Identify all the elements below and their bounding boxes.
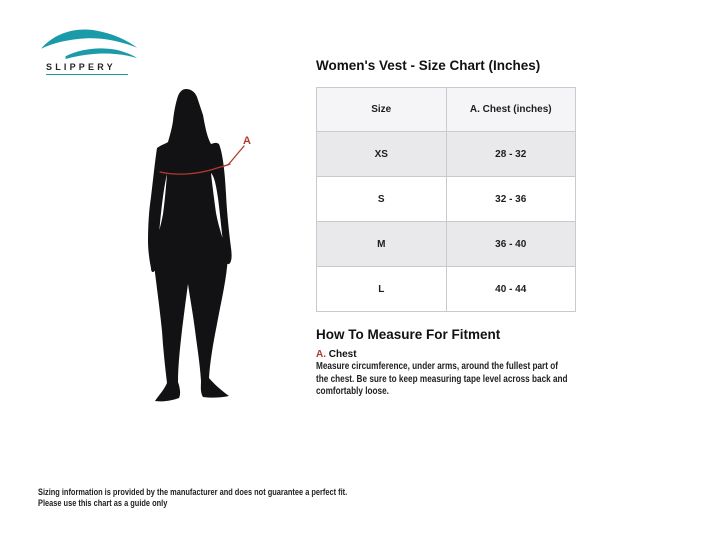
how-to-measure-section [316, 327, 576, 399]
brand-underline [46, 74, 128, 75]
measure-item-key: A. [316, 349, 326, 360]
size-chart-table [316, 87, 576, 312]
size-cell: M [317, 222, 447, 267]
size-cell: L [317, 267, 447, 312]
size-chart-section [316, 58, 576, 399]
table-row [317, 132, 576, 177]
chest-label-a: A [243, 135, 251, 147]
table-row [317, 267, 576, 312]
chest-cell: 32 - 36 [446, 177, 576, 222]
brand-logo [38, 28, 148, 75]
chest-cell: 36 - 40 [446, 222, 576, 267]
chest-cell: 40 - 44 [446, 267, 576, 312]
size-cell: XS [317, 132, 447, 177]
disclaimer-line-2: Please use this chart as a guide only [38, 498, 168, 509]
brand-name: SLIPPERY [46, 62, 116, 72]
wave-logo-icon [38, 28, 143, 60]
chest-pointer-line [228, 146, 244, 165]
measure-item-name: Chest [328, 349, 357, 360]
how-to-measure-heading: How To Measure For Fitment [316, 327, 501, 342]
disclaimer-text [38, 487, 459, 509]
column-header-chest: A. Chest (inches) [446, 88, 576, 132]
table-row [317, 177, 576, 222]
table-header-row [317, 88, 576, 132]
column-header-size: Size [317, 88, 447, 132]
size-cell: S [317, 177, 447, 222]
size-chart-title: Women's Vest - Size Chart (Inches) [316, 58, 541, 73]
female-silhouette [148, 89, 232, 401]
measurement-figure [140, 86, 265, 412]
table-row [317, 222, 576, 267]
chest-cell: 28 - 32 [446, 132, 576, 177]
measure-item-title [316, 349, 576, 360]
measure-item-description: Measure circumference, under arms, around the fullest part of the chest. Be sure to keep measuring tape level across back and comfortably loose. [316, 361, 568, 397]
disclaimer-line-1: Sizing information is provided by the manufacturer and does not guarantee a perfect fit. [38, 487, 348, 498]
